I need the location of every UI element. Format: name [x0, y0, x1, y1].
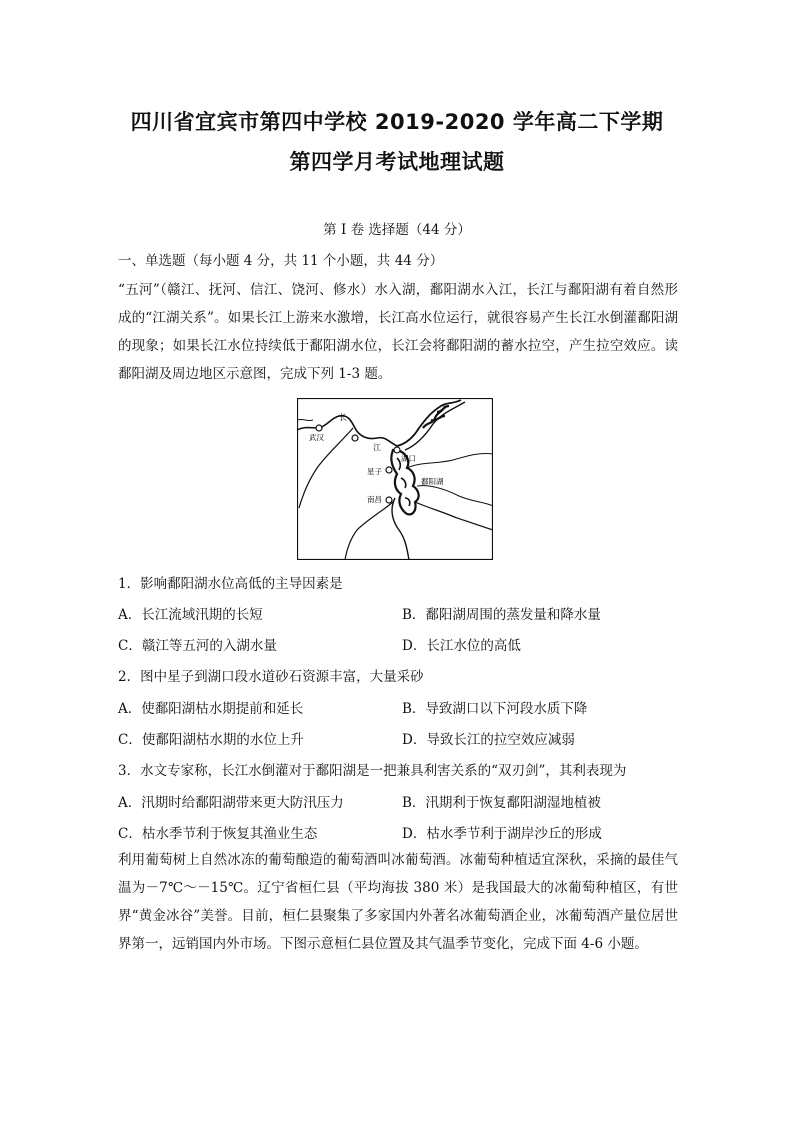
question-2-option-d: D．导致长江的拉空效应减弱 — [402, 732, 575, 748]
wuhan-marker — [316, 425, 322, 431]
map-label-wuhan: 武汉 — [309, 433, 324, 442]
question-1-option-a: A．长江流域汛期的长短 — [118, 607, 263, 623]
map-label-poyanghu: 鄱阳湖 — [421, 477, 444, 486]
document-title-line-2: 第四学月考试地理试题 — [289, 150, 505, 174]
map-label-chang: 长 — [339, 413, 347, 422]
hukou-marker — [394, 447, 400, 453]
question-2-option-c: C．使鄱阳湖枯水期的水位上升 — [118, 732, 304, 748]
nanchang-marker — [386, 497, 392, 503]
map-label-nanchang: 南昌 — [367, 495, 382, 504]
passage-1: “五河”（赣江、抚河、信江、饶河、修水）水入湖，鄱阳湖水入江，长江与鄱阳湖有着自然形成的“江湖关系”。如果长江上游来水激增，长江高水位运行，就很容易产生长江水倒灌鄱阳湖的现象；如果长江水位持续低于鄱阳湖水位，长江会将鄱阳湖的蓄水拉空，产生拉空效应。读鄱阳湖及周边地区示意图，完成下列 1-3 题。 — [118, 282, 678, 382]
question-3-option-c: C．枯水季节利于恢复其渔业生态 — [118, 826, 318, 842]
question-1-option-d: D．长江水位的高低 — [402, 638, 521, 654]
question-1-stem: 1．影响鄱阳湖水位高低的主导因素是 — [118, 576, 343, 592]
question-2-option-a: A．使鄱阳湖枯水期提前和延长 — [118, 701, 304, 717]
map-label-xingzi: 星子 — [367, 467, 382, 476]
question-3-option-a: A．汛期时给鄱阳湖带来更大防汛压力 — [118, 795, 344, 811]
xingzi-marker — [386, 467, 392, 473]
map-label-hukou: 湖口 — [401, 454, 416, 463]
question-3-option-b: B．汛期利于恢复鄱阳湖湿地植被 — [402, 795, 601, 811]
poyang-lake-map — [297, 398, 493, 560]
section-heading: 第 I 卷 选择题（44 分） — [323, 222, 471, 238]
part-heading: 一、单选题（每小题 4 分，共 11 个小题，共 44 分） — [118, 253, 444, 269]
question-1-option-c: C．赣江等五河的入湖水量 — [118, 638, 277, 654]
city-marker — [352, 435, 358, 441]
passage-2: 利用葡萄树上自然冰冻的葡萄酿造的葡萄酒叫冰葡萄酒。冰葡萄种植适宜深秋，采摘的最佳气温为－7℃～－15℃。辽宁省桓仁县（平均海拔 380 米）是我国最大的冰葡萄种植区，有世界“黄金冰谷”美誉。目前，桓仁县聚集了多家国内外著名冰葡萄酒企业，冰葡萄酒产量位居世界第一，远销国内外市场。下图示意桓仁县位置及其气温季节变化，完成下面 4-6 小题。 — [118, 852, 678, 952]
document-title-line-1: 四川省宜宾市第四中学校 2019-2020 学年高二下学期 — [130, 110, 664, 134]
question-2-option-b: B．导致湖口以下河段水质下降 — [402, 701, 588, 717]
question-1-option-b: B．鄱阳湖周围的蒸发量和降水量 — [402, 607, 601, 623]
map-label-jiang: 江 — [373, 443, 381, 452]
question-3-stem: 3．水文专家称，长江水倒灌对于鄱阳湖是一把兼具利害关系的“双刃剑”，其利表现为 — [118, 763, 627, 779]
question-2-stem: 2．图中星子到湖口段水道砂石资源丰富，大量采砂 — [118, 669, 424, 685]
question-3-option-d: D．枯水季节利于湖岸沙丘的形成 — [402, 826, 602, 842]
